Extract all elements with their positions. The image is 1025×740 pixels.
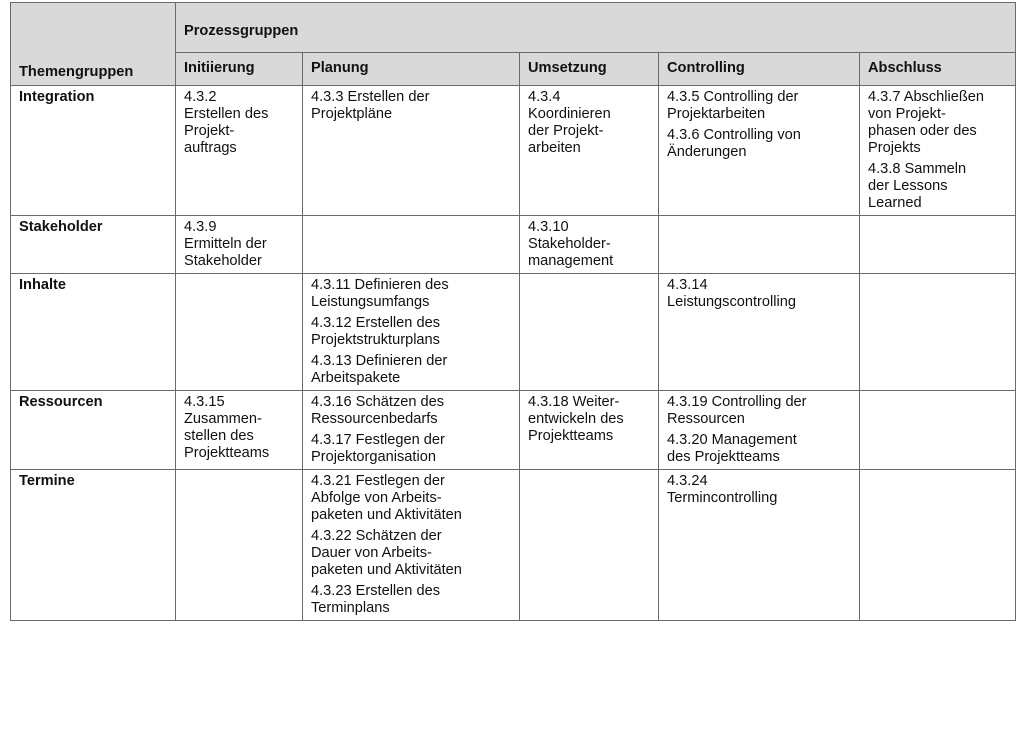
process-entry: 4.3.21 Festlegen der Abfolge von Arbeits- paketen und Aktivitäten <box>311 473 462 523</box>
process-table <box>10 2 1016 621</box>
process-entry: 4.3.6 Controlling von Änderungen <box>667 127 801 160</box>
cell-umsetzung <box>520 86 659 216</box>
cell-controlling <box>659 86 860 216</box>
phase-header-abschluss: Abschluss <box>860 53 1016 86</box>
process-entry: 4.3.11 Definieren des Leistungsumfangs <box>311 277 449 310</box>
theme-group-label: Stakeholder <box>11 216 176 274</box>
cell-planung <box>303 216 520 274</box>
process-groups-header: Prozessgruppen <box>176 3 1016 53</box>
cell-umsetzung <box>520 274 659 391</box>
cell-planung <box>303 274 520 391</box>
theme-group-label: Termine <box>11 470 176 621</box>
cell-initiierung <box>176 274 303 391</box>
cell-abschluss <box>860 391 1016 470</box>
cell-planung <box>303 470 520 621</box>
process-entry: 4.3.10 Stakeholder- management <box>528 219 614 269</box>
cell-initiierung <box>176 86 303 216</box>
table-row <box>11 216 1016 274</box>
table-row <box>11 86 1016 216</box>
process-entry: 4.3.24 Termincontrolling <box>667 473 778 506</box>
process-entry: 4.3.4 Koordinieren der Projekt- arbeiten <box>528 89 611 156</box>
process-entry: 4.3.20 Management des Projektteams <box>667 432 797 465</box>
cell-planung <box>303 86 520 216</box>
process-matrix <box>10 2 1015 621</box>
process-entry: 4.3.12 Erstellen des Projektstrukturplans <box>311 315 440 348</box>
process-entry: 4.3.9 Ermitteln der Stakeholder <box>184 219 267 269</box>
theme-group-label: Integration <box>11 86 176 216</box>
cell-umsetzung <box>520 470 659 621</box>
table-body <box>11 86 1016 621</box>
cell-initiierung <box>176 391 303 470</box>
process-entry: 4.3.18 Weiter- entwickeln des Projektteams <box>528 394 624 444</box>
phase-header-controlling: Controlling <box>659 53 860 86</box>
process-entry: 4.3.14 Leistungscontrolling <box>667 277 796 310</box>
process-entry: 4.3.8 Sammeln der Lessons Learned <box>868 161 967 211</box>
theme-groups-header: Themengruppen <box>11 3 176 86</box>
phase-header-planung: Planung <box>303 53 520 86</box>
phase-header-umsetzung: Umsetzung <box>520 53 659 86</box>
table-row <box>11 391 1016 470</box>
cell-abschluss <box>860 470 1016 621</box>
cell-abschluss <box>860 86 1016 216</box>
process-entry: 4.3.23 Erstellen des Terminplans <box>311 583 440 616</box>
process-entry: 4.3.2 Erstellen des Projekt- auftrags <box>184 89 269 156</box>
cell-controlling <box>659 274 860 391</box>
cell-abschluss <box>860 274 1016 391</box>
process-entry: 4.3.13 Definieren der Arbeitspakete <box>311 353 448 386</box>
cell-umsetzung <box>520 216 659 274</box>
cell-controlling <box>659 470 860 621</box>
phase-header-initiierung: Initiierung <box>176 53 303 86</box>
cell-controlling <box>659 391 860 470</box>
cell-initiierung <box>176 216 303 274</box>
header-row-groups <box>11 3 1016 53</box>
table-head <box>11 3 1016 86</box>
table-row <box>11 470 1016 621</box>
process-entry: 4.3.5 Controlling der Projektarbeiten <box>667 89 799 122</box>
process-entry: 4.3.19 Controlling der Ressourcen <box>667 394 807 427</box>
process-entry: 4.3.16 Schätzen des Ressourcenbedarfs <box>311 394 445 427</box>
cell-abschluss <box>860 216 1016 274</box>
theme-group-label: Inhalte <box>11 274 176 391</box>
cell-controlling <box>659 216 860 274</box>
process-entry: 4.3.7 Abschließen von Projekt- phasen oder des Projekts <box>868 89 985 156</box>
theme-group-label: Ressourcen <box>11 391 176 470</box>
process-entry: 4.3.15 Zusammen- stellen des Projektteams <box>184 394 270 461</box>
table-row <box>11 274 1016 391</box>
process-entry: 4.3.17 Festlegen der Projektorganisation <box>311 432 445 465</box>
process-entry: 4.3.3 Erstellen der Projektpläne <box>311 89 430 122</box>
cell-umsetzung <box>520 391 659 470</box>
process-entry: 4.3.22 Schätzen der Dauer von Arbeits- paketen und Aktivitäten <box>311 528 462 578</box>
cell-initiierung <box>176 470 303 621</box>
cell-planung <box>303 391 520 470</box>
